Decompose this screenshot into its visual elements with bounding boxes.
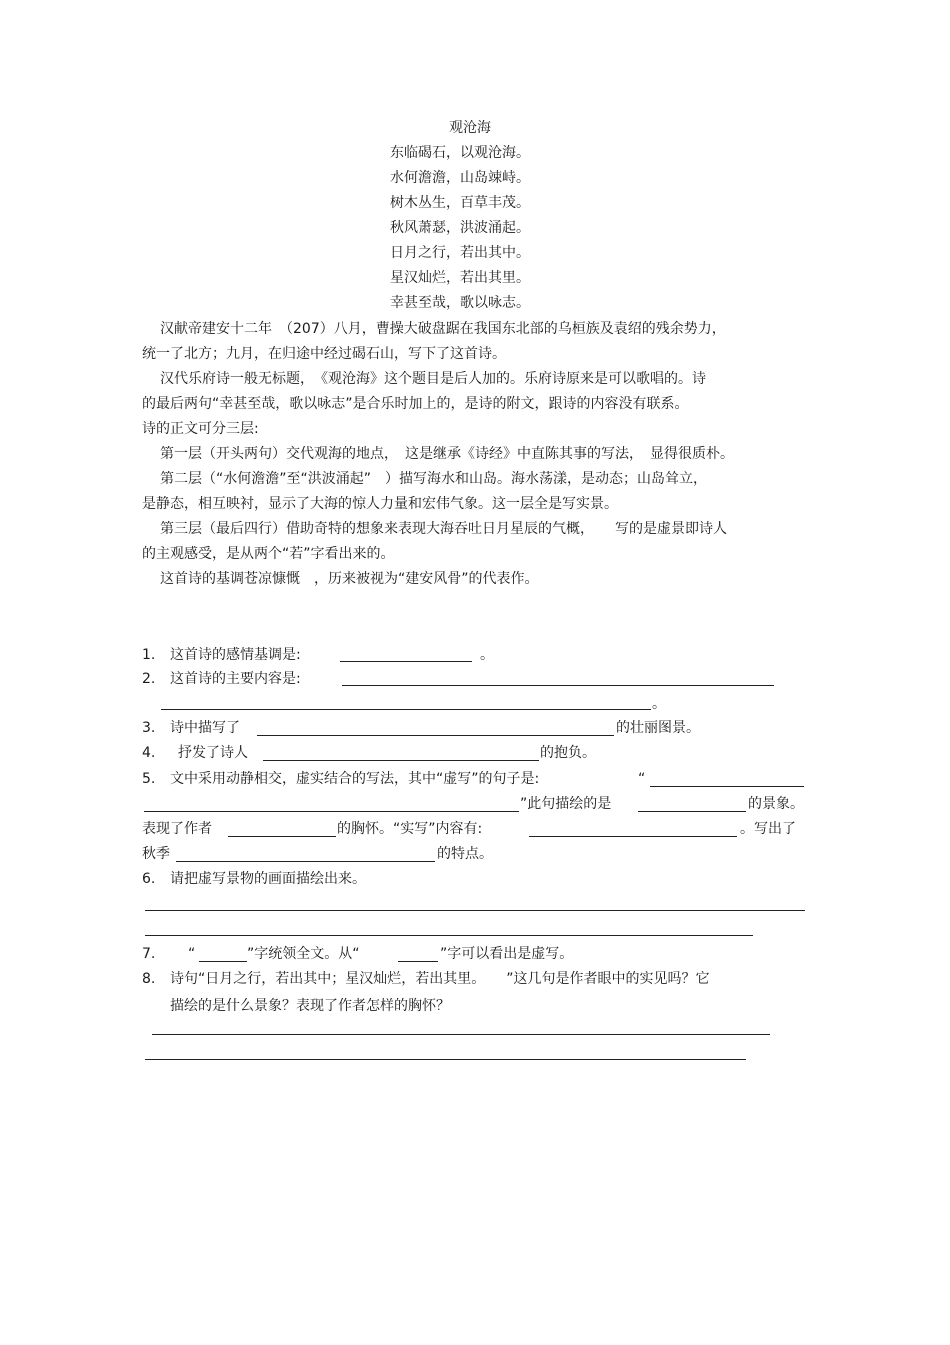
note-layer: 是静态，相互映衬，显示了大海的惊人力量和宏伟气象。这一层全是写实景。 <box>142 496 618 512</box>
answer-blank[interactable] <box>199 961 247 962</box>
poem-line: 水何澹澹，山岛竦峙。 <box>390 170 530 186</box>
question-number: 4. <box>142 745 156 761</box>
answer-blank[interactable] <box>228 836 336 837</box>
answer-blank[interactable] <box>257 735 614 736</box>
question-text: 描绘的是什么景象？表现了作者怎样的胸怀？ <box>170 998 450 1014</box>
note-layer: 的主观感受，是从两个“若”字看出来的。 <box>142 546 395 562</box>
question-text: 文中采用动静相交，虚实结合的写法，其中“虚写”的句子是: <box>170 771 540 787</box>
poem-title: 观沧海 <box>449 120 491 136</box>
poem-line: 日月之行，若出其中。 <box>390 245 530 261</box>
question-text: 抒发了诗人 <box>178 745 248 761</box>
poem-line: 星汉灿烂，若出其里。 <box>390 270 530 286</box>
question-text: 的特点。 <box>437 846 493 862</box>
quote-mark: “ <box>638 771 646 787</box>
question-text: 的胸怀。“实写”内容有: <box>337 821 483 837</box>
answer-line[interactable] <box>145 910 805 911</box>
quote-mark: “ <box>188 946 196 962</box>
question-5 <box>142 770 539 788</box>
answer-blank[interactable] <box>398 961 438 962</box>
answer-blank[interactable] <box>529 836 737 837</box>
note-paragraph: 诗的正文可分三层: <box>142 421 259 437</box>
poem-line: 秋风萧瑟，洪波涌起。 <box>390 220 530 236</box>
answer-blank[interactable] <box>144 811 519 812</box>
note-layer: 第三层（最后四行）借助奇特的想象来表现大海吞吐日月星辰的气概， 写的是虚景即诗人 <box>160 521 727 537</box>
answer-blank[interactable] <box>263 760 539 761</box>
question-6 <box>142 870 366 888</box>
answer-line[interactable] <box>145 1059 746 1060</box>
note-layer: 第二层（“水何澹澹”至“洪波涌起” ）描写海水和山岛。海水荡漾，是动态；山岛耸立， <box>160 471 708 487</box>
question-text: 请把虚写景物的画面描绘出来。 <box>170 871 366 887</box>
question-text: 表现了作者 <box>142 821 212 837</box>
answer-blank[interactable] <box>650 786 804 787</box>
answer-blank[interactable] <box>638 811 746 812</box>
question-number: 6. <box>142 871 156 887</box>
question-end: 。 <box>652 696 666 712</box>
question-text: ”此句描绘的是 <box>520 796 612 812</box>
note-paragraph: 这首诗的基调苍凉慷慨 ，历来被视为“建安风骨”的代表作。 <box>160 571 539 587</box>
poem-line: 东临碣石，以观沧海。 <box>390 145 530 161</box>
question-number: 8. <box>142 971 156 987</box>
poem-line: 幸甚至哉，歌以咏志。 <box>390 295 530 311</box>
question-7 <box>142 945 170 963</box>
question-text: 的景象。 <box>748 796 804 812</box>
answer-blank[interactable] <box>342 685 774 686</box>
answer-line[interactable] <box>145 935 753 936</box>
answer-blank[interactable] <box>176 861 435 862</box>
question-text: ”字统领全文。从“ <box>247 946 360 962</box>
question-3 <box>142 719 240 737</box>
note-paragraph: 统一了北方；九月，在归途中经过碣石山，写下了这首诗。 <box>142 346 506 362</box>
question-number: 5. <box>142 771 156 787</box>
question-8 <box>142 970 710 988</box>
question-text: 秋季 <box>142 846 170 862</box>
note-paragraph: 的最后两句“幸甚至哉，歌以咏志”是合乐时加上的，是诗的附文，跟诗的内容没有联系。 <box>142 396 689 412</box>
question-number: 7. <box>142 946 156 962</box>
question-text: 这首诗的主要内容是: <box>170 671 301 687</box>
answer-blank[interactable] <box>340 661 472 662</box>
question-2 <box>142 670 301 688</box>
question-end: 的抱负。 <box>540 745 596 761</box>
question-end: 。 <box>480 647 494 663</box>
question-4 <box>142 744 248 762</box>
question-text: 这首诗的感情基调是: <box>170 647 301 663</box>
note-paragraph: 汉代乐府诗一般无标题， 《观沧海》这个题目是后人加的。乐府诗原来是可以歌唱的。诗 <box>160 371 706 387</box>
question-1 <box>142 646 301 664</box>
question-number: 3. <box>142 720 156 736</box>
question-end: 的壮丽图景。 <box>616 720 700 736</box>
question-number: 1. <box>142 647 156 663</box>
poem-line: 树木丛生，百草丰茂。 <box>390 195 530 211</box>
answer-line[interactable] <box>152 1034 770 1035</box>
question-text: 。写出了 <box>740 821 796 837</box>
question-text: 诗中描写了 <box>170 720 240 736</box>
question-text: 诗句“日月之行，若出其中；星汉灿烂，若出其里。 ”这几句是作者眼中的实见吗？它 <box>170 971 710 987</box>
note-layer: 第一层（开头两句）交代观海的地点， 这是继承《诗经》中直陈其事的写法， 显得很质朴。 <box>160 446 734 462</box>
answer-blank[interactable] <box>161 709 651 710</box>
question-number: 2. <box>142 671 156 687</box>
note-paragraph: 汉献帝建安十二年 （207）八月，曹操大破盘踞在我国东北部的乌桓族及袁绍的残余势力， <box>160 321 726 337</box>
question-text: ”字可以看出是虚写。 <box>440 946 574 962</box>
